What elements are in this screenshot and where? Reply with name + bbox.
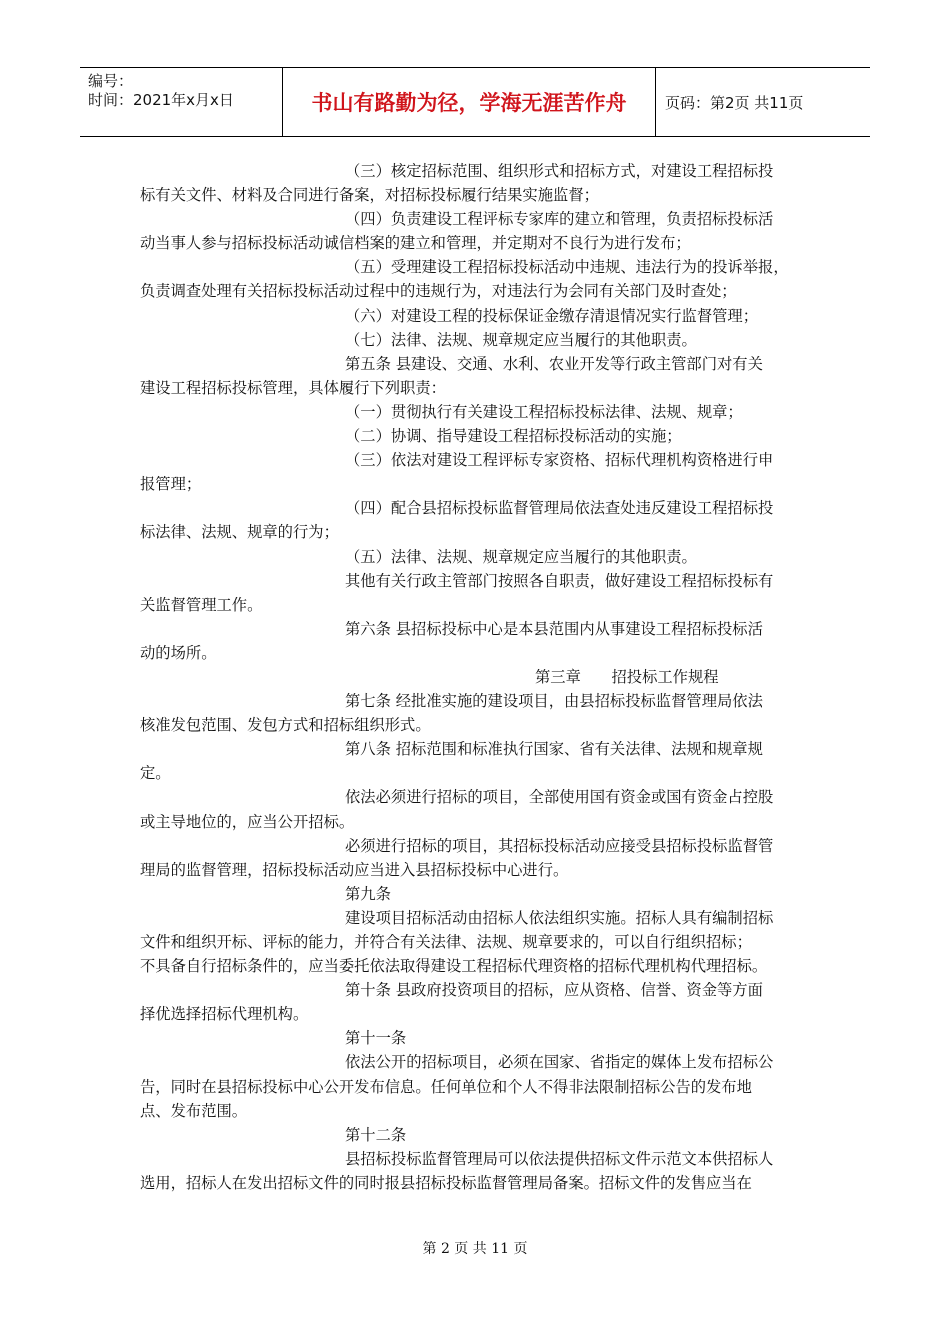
text-line: 第六条 县招标投标中心是本县范围内从事建设工程招标投标活 <box>345 619 763 638</box>
text-line: 标法律、法规、规章的行为； <box>140 523 339 542</box>
header-meta-cell <box>80 68 283 136</box>
header-table <box>80 67 870 137</box>
text-line: 择优选择招标代理机构。 <box>140 1005 309 1024</box>
text-line: 第五条 县建设、交通、水利、农业开发等行政主管部门对有关 <box>345 354 763 373</box>
text-line: 第七条 经批准实施的建设项目，由县招标投标监督管理局依法 <box>345 692 763 711</box>
text-line: 依法公开的招标项目，必须在国家、省指定的媒体上发布招标公 <box>345 1053 774 1072</box>
text-line: （四）负责建设工程评标专家库的建立和管理，负责招标投标活 <box>345 210 774 229</box>
motto: 书山有路勤为径，学海无涯苦作舟 <box>283 68 656 136</box>
text-line: 核准发包范围、发包方式和招标组织形式。 <box>140 716 431 735</box>
text-line: 标有关文件、材料及合同进行备案，对招标投标履行结果实施监督； <box>140 186 599 205</box>
text-line: 第十一条 <box>345 1029 407 1048</box>
text-line: 第十条 县政府投资项目的招标，应从资格、信誉、资金等方面 <box>345 981 763 1000</box>
number-label: 编号： <box>88 72 134 90</box>
page-info: 页码：第2页 共11页 <box>665 93 804 112</box>
text-line: 定。 <box>140 764 171 783</box>
text-line: （七）法律、法规、规章规定应当履行的其他职责。 <box>345 330 697 349</box>
document-body <box>140 159 812 1195</box>
text-line: 依法必须进行招标的项目，全部使用国有资金或国有资金占控股 <box>345 788 774 807</box>
text-line: 报管理； <box>140 475 202 494</box>
page-footer: 第 2 页 共 11 页 <box>422 1241 528 1257</box>
text-line: （五）受理建设工程招标投标活动中违规、违法行为的投诉举报， <box>345 258 789 277</box>
text-line: （三）依法对建设工程评标专家资格、招标代理机构资格进行申 <box>345 451 774 470</box>
text-line: （二）协调、指导建设工程招标投标活动的实施； <box>345 427 682 446</box>
text-line: （五）法律、法规、规章规定应当履行的其他职责。 <box>345 547 697 566</box>
text-line: 必须进行招标的项目，其招标投标活动应接受县招标投标监督管 <box>345 836 774 855</box>
time-label: 时间：2021年x月x日 <box>88 91 234 109</box>
text-line: （六）对建设工程的投标保证金缴存清退情况实行监督管理； <box>345 306 759 325</box>
text-line: 选用，招标人在发出招标文件的同时报县招标投标监督管理局备案。招标文件的发售应当在 <box>140 1173 752 1192</box>
text-line: 县招标投标监督管理局可以依法提供招标文件示范文本供招标人 <box>345 1149 774 1168</box>
chapter-heading: 第三章 招投标工作规程 <box>535 667 719 686</box>
text-line: 关监督管理工作。 <box>140 595 263 614</box>
text-line: 理局的监督管理，招标投标活动应当进入县招标投标中心进行。 <box>140 860 569 879</box>
text-line: 第九条 <box>345 884 391 903</box>
text-line: 告，同时在县招标投标中心公开发布信息。任何单位和个人不得非法限制招标公告的发布地 <box>140 1077 752 1096</box>
text-line: 其他有关行政主管部门按照各自职责，做好建设工程招标投标有 <box>345 571 774 590</box>
text-line: （一）贯彻执行有关建设工程招标投标法律、法规、规章； <box>345 402 743 421</box>
text-line: 建设项目招标活动由招标人依法组织实施。招标人具有编制招标 <box>345 908 774 927</box>
text-line: 动当事人参与招标投标活动诚信档案的建立和管理，并定期对不良行为进行发布； <box>140 234 691 253</box>
text-line: 文件和组织开标、评标的能力，并符合有关法律、法规、规章要求的，可以自行组织招标； <box>140 933 752 951</box>
text-line: 动的场所。 <box>140 643 217 662</box>
text-line: 不具备自行招标条件的，应当委托依法取得建设工程招标代理资格的招标代理机构代理招标。 <box>140 957 768 976</box>
text-line: （三）核定招标范围、组织形式和招标方式，对建设工程招标投 <box>345 162 774 180</box>
text-line: 点、发布范围。 <box>140 1101 248 1120</box>
text-line: 负责调查处理有关招标投标活动过程中的违规行为，对违法行为会同有关部门及时查处； <box>140 282 737 301</box>
text-line: 建设工程招标投标管理，具体履行下列职责： <box>140 378 446 397</box>
text-line: 第十二条 <box>345 1125 407 1144</box>
text-line: 第八条 招标范围和标准执行国家、省有关法律、法规和规章规 <box>345 740 763 759</box>
text-line: （四）配合县招标投标监督管理局依法查处违反建设工程招标投 <box>345 499 774 518</box>
text-line: 或主导地位的，应当公开招标。 <box>140 812 355 831</box>
